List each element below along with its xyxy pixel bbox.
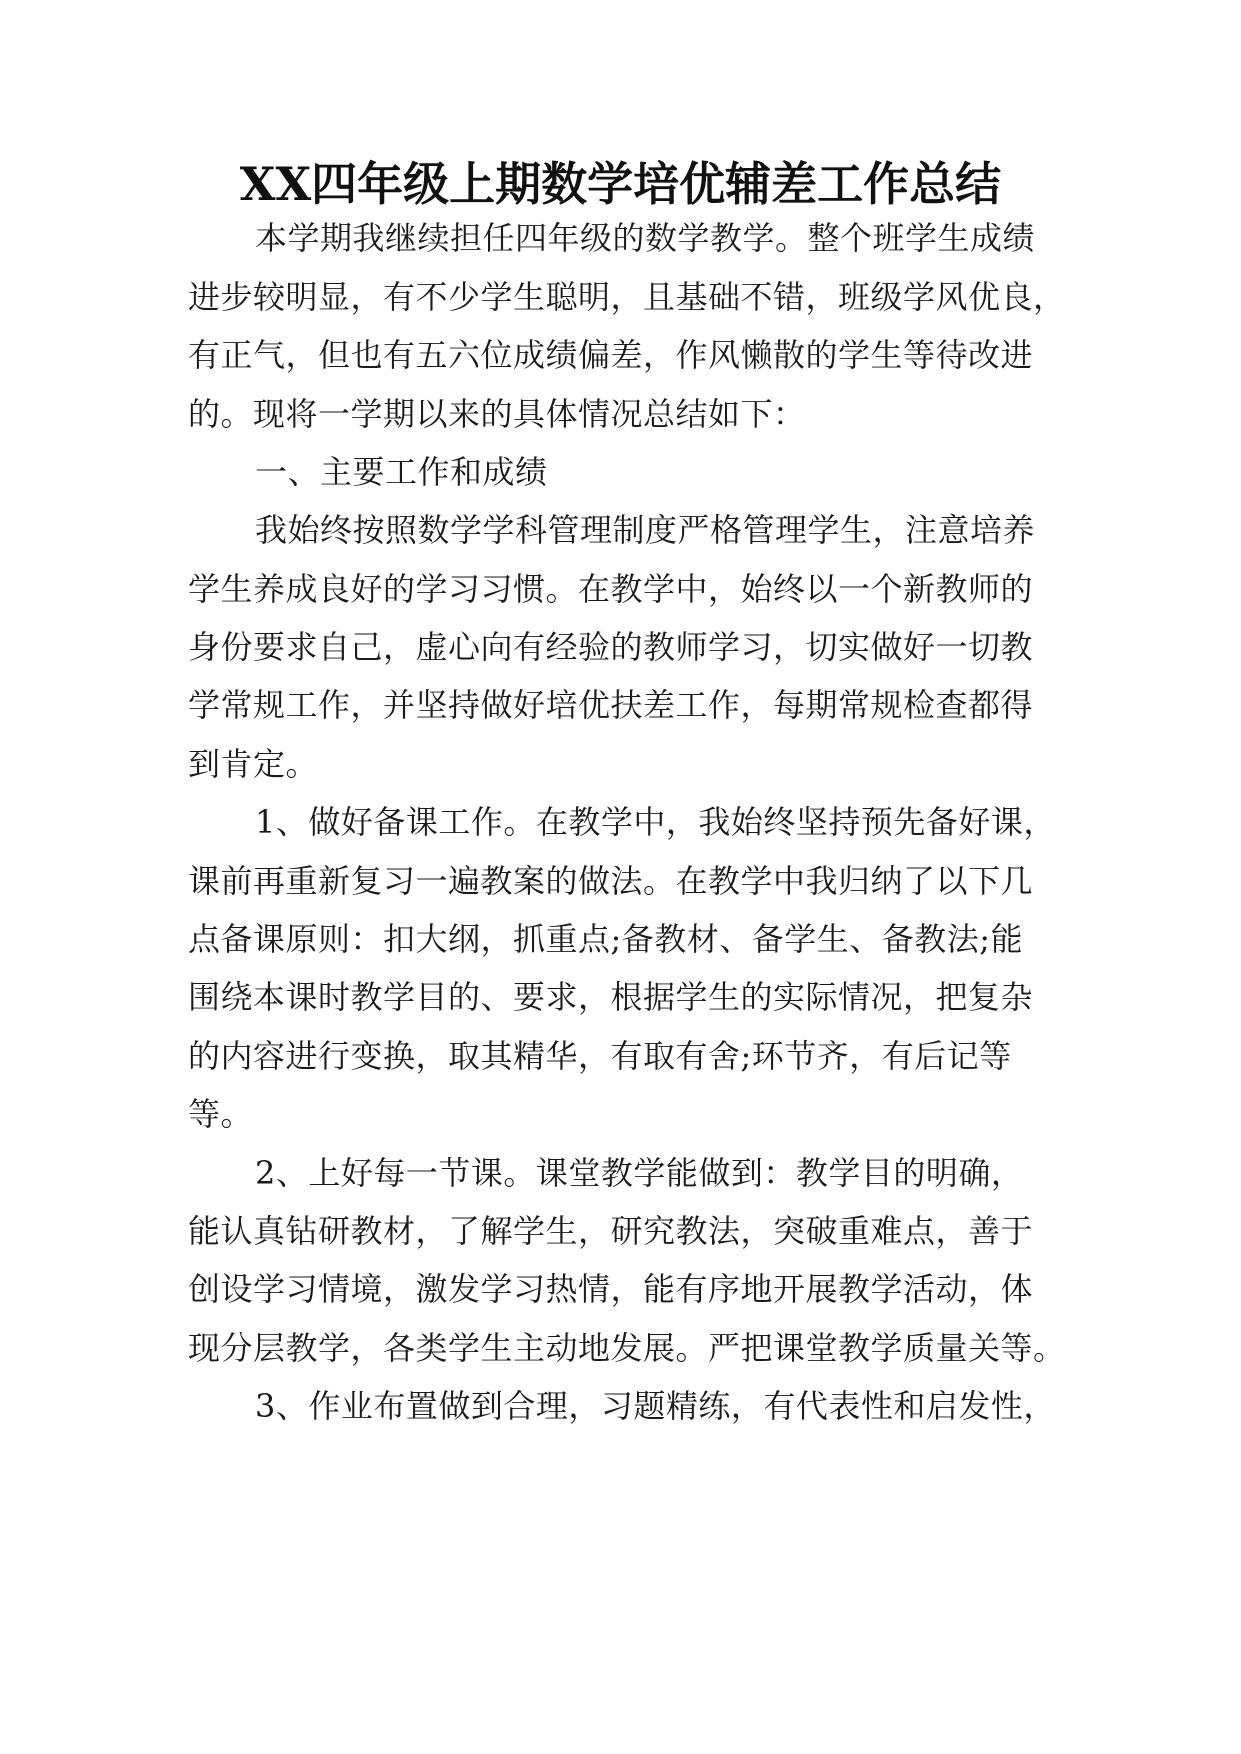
paragraph-line: 创设学习情境，激发学习热情，能有序地开展教学活动，体 — [188, 1270, 1034, 1308]
paragraph-line: 到肯定。 — [188, 745, 319, 783]
paragraph-line: 现分层教学，各类学生主动地发展。严把课堂教学质量关等。 — [188, 1329, 1066, 1367]
paragraph-line: 我始终按照数学学科管理制度严格管理学生，注意培养 — [255, 511, 1036, 549]
paragraph-line: 点备课原则：扣大纲，抓重点;备教材、备学生、备教法;能 — [188, 920, 1024, 958]
paragraph-line: 学生养成良好的学习习惯。在教学中，始终以一个新教师的 — [188, 570, 1034, 608]
section-heading: 一、主要工作和成绩 — [255, 453, 548, 491]
paragraph-line: 进步较明显，有不少学生聪明，且基础不错，班级学风优良， — [188, 278, 1066, 316]
paragraph-line: 有正气，但也有五六位成绩偏差，作风懒散的学生等待改进 — [188, 336, 1034, 374]
paragraph-line: 身份要求自己，虚心向有经验的教师学习，切实做好一切教 — [188, 628, 1034, 666]
paragraph-line: 2、上好每一节课。课堂教学能做到：教学目的明确， — [255, 1154, 1024, 1192]
paragraph-line: 3、作业布置做到合理，习题精练，有代表性和启发性， — [255, 1387, 1056, 1425]
paragraph-line: 能认真钻研教材，了解学生，研究教法，突破重难点，善于 — [188, 1212, 1034, 1250]
paragraph-line: 本学期我继续担任四年级的数学教学。整个班学生成绩 — [255, 219, 1036, 257]
paragraph-line: 学常规工作，并坚持做好培优扶差工作，每期常规检查都得 — [188, 686, 1034, 724]
paragraph-line: 围绕本课时教学目的、要求，根据学生的实际情况，把复杂 — [188, 978, 1034, 1016]
paragraph-line: 的内容进行变换，取其精华，有取有舍;环节齐，有后记等 — [188, 1037, 1012, 1075]
paragraph-line: 1、做好备课工作。在教学中，我始终坚持预先备好课， — [255, 803, 1056, 841]
document-title: XX四年级上期数学培优辅差工作总结 — [239, 157, 1002, 211]
paragraph-line: 课前再重新复习一遍教案的做法。在教学中我归纳了以下几 — [188, 862, 1034, 900]
paragraph-line: 等。 — [188, 1095, 254, 1133]
paragraph-line: 的。现将一学期以来的具体情况总结如下： — [188, 395, 806, 433]
